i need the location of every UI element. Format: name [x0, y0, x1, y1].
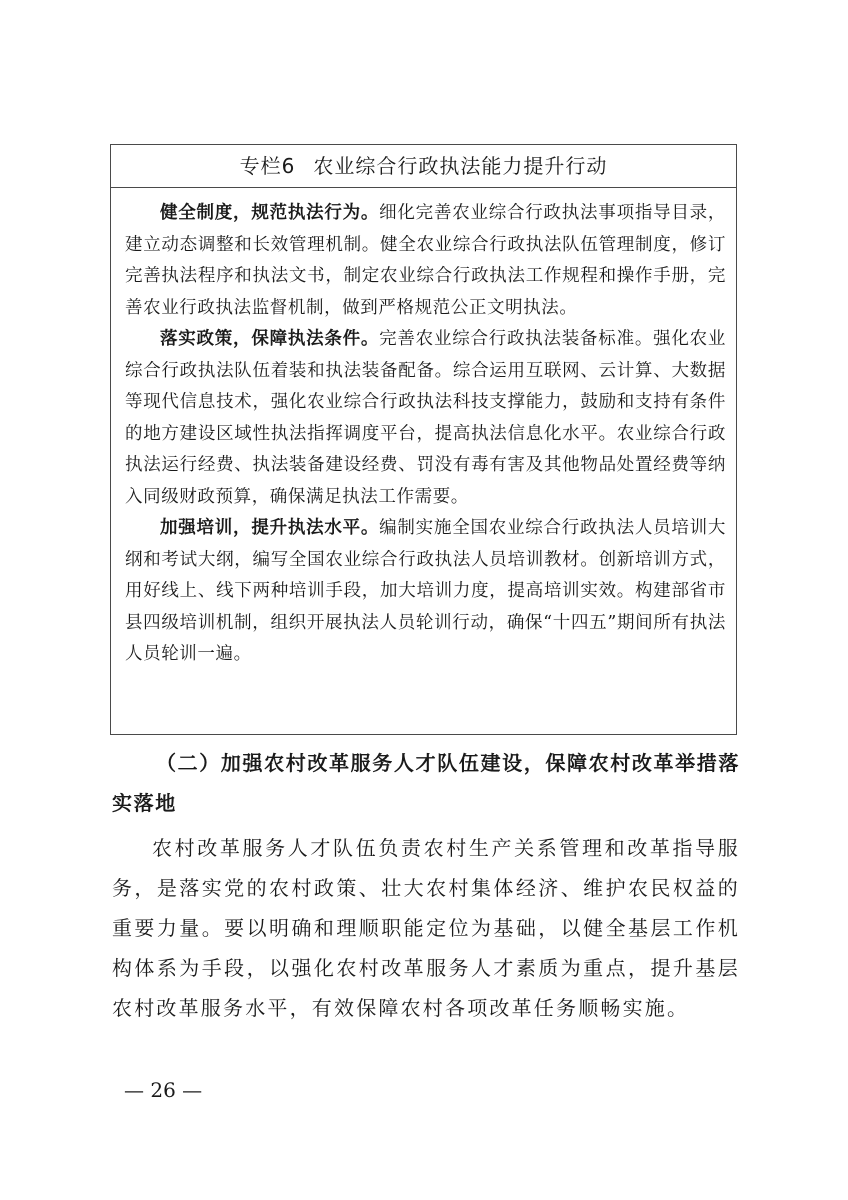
- feature-paragraph-1: [125, 198, 726, 324]
- feature-paragraph-text: 细化完善农业综合行政执法事项指导目录，建立动态调整和长效管理机制。健全农业综合行政执法队伍管理制度，修订完善执法程序和执法文书，制定农业综合行政执法工作规程和操作手册，完善农业行政执法监督机制，做到严格规范公正文明执法。: [125, 203, 726, 318]
- feature-box-number: 专栏6: [239, 154, 296, 178]
- section-body-paragraph: 农村改革服务人才队伍负责农村生产关系管理和改革指导服务，是落实党的农村政策、壮大农村集体经济、维护农民权益的重要力量。要以明确和理顺职能定位为基础，以健全基层工作机构体系为手段，以强化农村改革服务人才素质为重点，提升基层农村改革服务水平，有效保障农村各项改革任务顺畅实施。: [112, 836, 740, 1020]
- feature-paragraph-2: [125, 324, 726, 513]
- feature-paragraph-text: 完善农业综合行政执法装备标准。强化农业综合行政执法队伍着装和执法装备配备。综合运用互联网、云计算、大数据等现代信息技术，强化农业综合行政执法科技支撑能力，鼓励和支持有条件的地方建设区域性执法指挥调度平台，提高执法信息化水平。农业综合行政执法运行经费、执法装备建设经费、罚没有毒有害及其他物品处置经费等纳入同级财政预算，确保满足执法工作需要。: [125, 329, 726, 507]
- feature-box: [110, 144, 737, 735]
- feature-box-body: [111, 188, 736, 671]
- feature-paragraph-3: [125, 513, 726, 671]
- page-number: — 26 —: [124, 1078, 203, 1102]
- feature-paragraph-text: 编制实施全国农业综合行政执法人员培训大纲和考试大纲，编写全国农业综合行政执法人员培训教材。创新培训方式，用好线上、线下两种培训手段，加大培训力度，提高培训实效。构建部省市县四级培训机制，组织开展执法人员轮训行动，确保“十四五”期间所有执法人员轮训一遍。: [125, 518, 726, 664]
- feature-paragraph-lead: 健全制度，规范执法行为。: [160, 203, 380, 223]
- feature-box-title-text: 农业综合行政执法能力提升行动: [313, 154, 608, 178]
- section-heading: （二）加强农村改革服务人才队伍建设，保障农村改革举措落实落地: [112, 751, 740, 815]
- feature-paragraph-lead: 落实政策，保障执法条件。: [160, 329, 380, 349]
- feature-paragraph-lead: 加强培训，提升执法水平。: [160, 518, 380, 538]
- feature-box-title: [111, 145, 736, 188]
